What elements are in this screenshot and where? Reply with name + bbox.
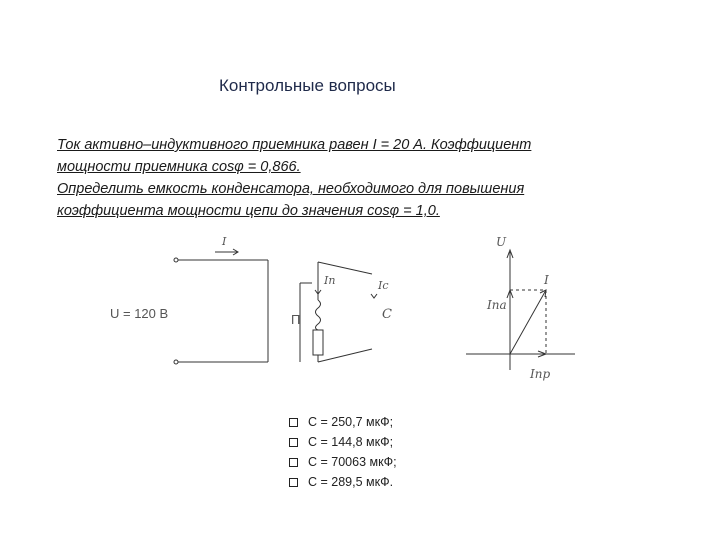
ic-arrow-icon bbox=[371, 294, 377, 298]
phasor-diagram bbox=[466, 250, 575, 370]
ipr-label: Iпр bbox=[530, 367, 551, 381]
answer-option-text: С = 250,7 мкФ; bbox=[308, 415, 394, 429]
checkbox-icon[interactable] bbox=[289, 418, 298, 427]
capacitor-label: C bbox=[382, 307, 392, 322]
phasor-labels bbox=[486, 235, 550, 381]
i-phasor bbox=[510, 290, 546, 354]
terminal-bottom bbox=[174, 360, 178, 364]
answer-options bbox=[289, 412, 397, 492]
answer-option-text: С = 289,5 мкФ. bbox=[308, 475, 394, 489]
circuit-diagram bbox=[174, 249, 377, 364]
question-line: коэффициента мощности цепи до значения cosφ = 1,0. bbox=[57, 203, 440, 219]
load-resistor bbox=[313, 330, 323, 355]
ip-label: Iп bbox=[324, 274, 336, 287]
question-line: Определить емкость конденсатора, необходимого для повышения bbox=[57, 181, 525, 197]
ipa-label: Iпа bbox=[487, 298, 507, 312]
answer-option[interactable] bbox=[289, 472, 397, 492]
answer-option[interactable] bbox=[289, 412, 397, 432]
answer-option-text: С = 70063 мкФ; bbox=[308, 455, 397, 469]
checkbox-icon[interactable] bbox=[289, 438, 298, 447]
i-label: I bbox=[544, 273, 549, 287]
terminal-top bbox=[174, 258, 178, 262]
circuit-labels bbox=[110, 235, 392, 327]
answer-option[interactable] bbox=[289, 432, 397, 452]
u-label: U bbox=[496, 235, 507, 249]
question-line: мощности приемника cosφ = 0,866. bbox=[57, 159, 301, 175]
checkbox-icon[interactable] bbox=[289, 478, 298, 487]
current-label: I bbox=[222, 235, 227, 248]
voltage-label: U = 120 В bbox=[110, 306, 169, 321]
load-label: П bbox=[291, 312, 301, 327]
answer-option[interactable] bbox=[289, 452, 397, 472]
ic-label: Iс bbox=[378, 279, 389, 292]
cap-wire-bottom bbox=[318, 349, 372, 362]
checkbox-icon[interactable] bbox=[289, 458, 298, 467]
answer-option-text: С = 144,8 мкФ; bbox=[308, 435, 394, 449]
cap-wire-top bbox=[318, 262, 372, 274]
page-title: Контрольные вопросы bbox=[219, 76, 396, 95]
question-line: Ток активно–индуктивного приемника равен I = 20 А. Коэффициент bbox=[57, 137, 532, 153]
load-inductor bbox=[316, 300, 321, 330]
